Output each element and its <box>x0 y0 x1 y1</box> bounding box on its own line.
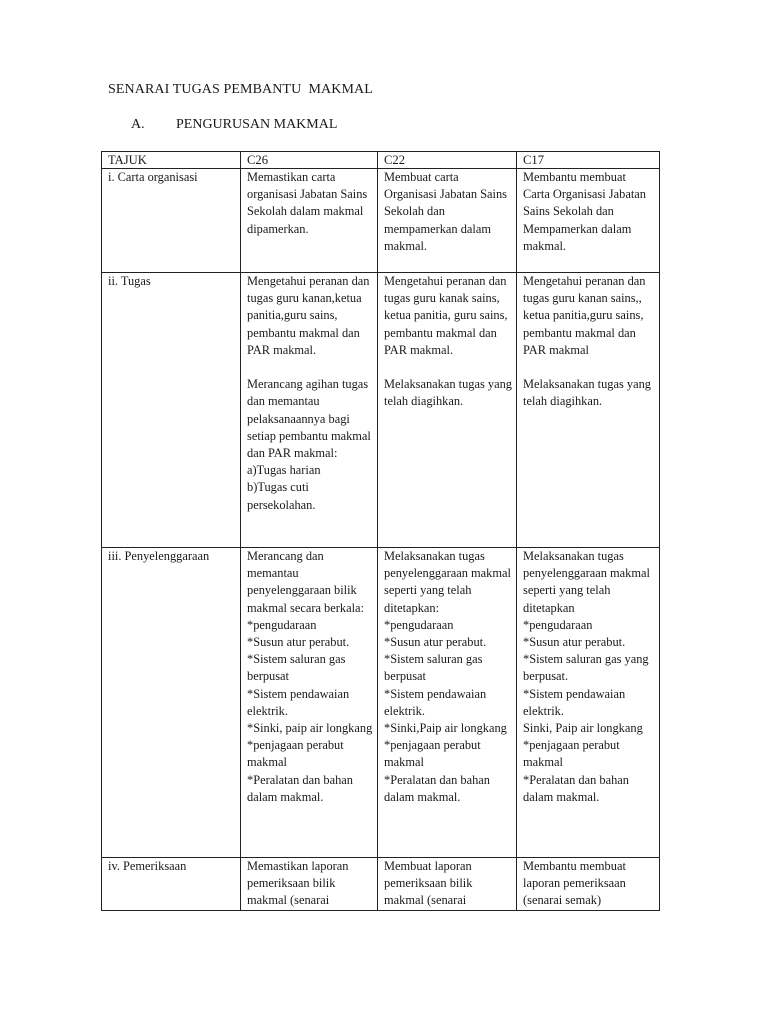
cell-c22: Membuat laporan pemeriksaan bilik makmal (senarai <box>378 858 517 911</box>
header-topic: TAJUK <box>102 152 241 169</box>
cell-c26: Memastikan laporan pemeriksaan bilik makmal (senarai <box>241 858 378 911</box>
cell-c22: Melaksanakan tugas penyelenggaraan makmal seperti yang telah ditetapkan: *pengudaraan *Susun atur perabut. *Sistem saluran gas berpusat *Sistem pendawaian elektrik. *Sinki,Paip air longkang *penjagaan perabut makmal *Peralatan dan bahan dalam makmal. <box>378 548 517 858</box>
cell-topic: iv. Pemeriksaan <box>102 858 241 911</box>
header-c22: C22 <box>378 152 517 169</box>
header-c26: C26 <box>241 152 378 169</box>
cell-c26: Mengetahui peranan dan tugas guru kanan,ketua panitia,guru sains, pembantu makmal dan PAR makmal. Merancang agihan tugas dan memantau pelaksanaannya bagi setiap pembantu makmal dan PAR makmal: a)Tugas harian b)Tugas cuti persekolahan. <box>241 273 378 548</box>
section-letter: A. <box>131 117 145 132</box>
header-c17: C17 <box>517 152 660 169</box>
cell-c26: Merancang dan memantau penyelenggaraan bilik makmal secara berkala: *pengudaraan *Susun atur perabut. *Sistem saluran gas berpusat *Sistem pendawaian elektrik. *Sinki, paip air longkang *penjagaan perabut makmal *Peralatan dan bahan dalam makmal. <box>241 548 378 858</box>
cell-c17: Mengetahui peranan dan tugas guru kanan sains,, ketua panitia,guru sains, pembantu makmal dan PAR makmal Melaksanakan tugas yang telah diagihkan. <box>517 273 660 548</box>
table-row <box>102 548 660 858</box>
cell-c17: Membantu membuat laporan pemeriksaan (senarai semak) <box>517 858 660 911</box>
cell-c22: Mengetahui peranan dan tugas guru kanak sains, ketua panitia, guru sains, pembantu makmal dan PAR makmal. Melaksanakan tugas yang telah diagihkan. <box>378 273 517 548</box>
document-title: SENARAI TUGAS PEMBANTU MAKMAL <box>108 82 373 97</box>
cell-c26: Memastikan carta organisasi Jabatan Sains Sekolah dalam makmal dipamerkan. <box>241 169 378 273</box>
section-title: PENGURUSAN MAKMAL <box>176 117 338 132</box>
cell-c17: Melaksanakan tugas penyelenggaraan makmal seperti yang telah ditetapkan *pengudaraan *Susun atur perabut. *Sistem saluran gas yang berpusat. *Sistem pendawaian elektrik. Sinki, Paip air longkang *penjagaan perabut makmal *Peralatan dan bahan dalam makmal. <box>517 548 660 858</box>
cell-topic: ii. Tugas <box>102 273 241 548</box>
section-heading <box>131 117 337 133</box>
duty-table <box>101 151 660 911</box>
table-header-row <box>102 152 660 169</box>
cell-c22: Membuat carta Organisasi Jabatan Sains Sekolah dan mempamerkan dalam makmal. <box>378 169 517 273</box>
cell-topic: i. Carta organisasi <box>102 169 241 273</box>
cell-c17: Membantu membuat Carta Organisasi Jabatan Sains Sekolah dan Mempamerkan dalam makmal. <box>517 169 660 273</box>
cell-topic: iii. Penyelenggaraan <box>102 548 241 858</box>
table-row <box>102 169 660 273</box>
table-row <box>102 858 660 911</box>
table-row <box>102 273 660 548</box>
